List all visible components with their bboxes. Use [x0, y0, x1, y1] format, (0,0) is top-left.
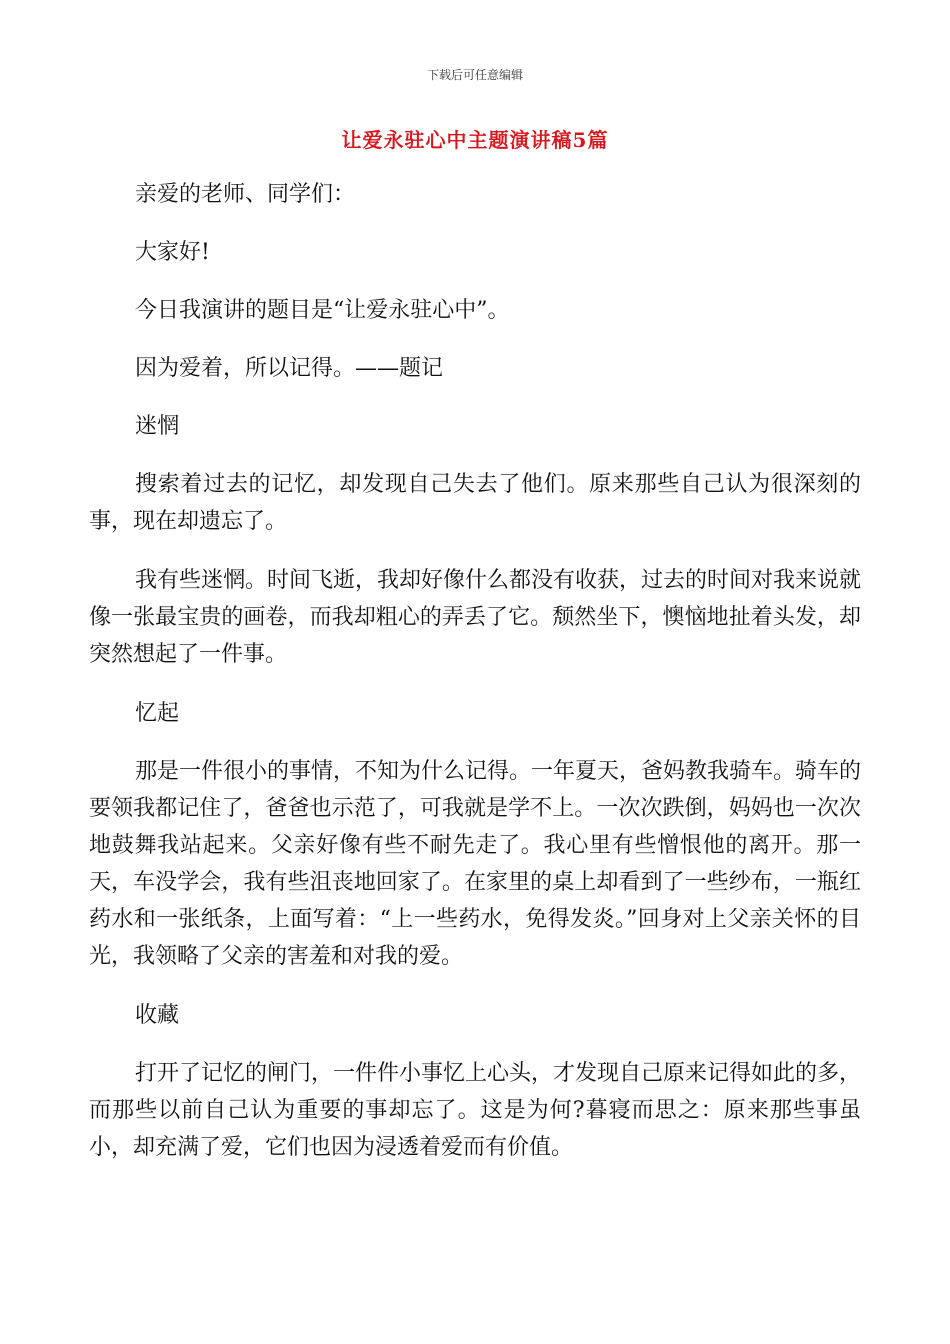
section-heading-treasure: 收藏	[135, 1003, 180, 1028]
header-note: 下载后可任意编辑	[426, 68, 523, 82]
greeting-paragraph: 亲爱的老师、同学们：	[135, 182, 356, 207]
hello-paragraph: 大家好!	[135, 240, 210, 265]
document-title: 让爱永驻心中主题演讲稿5篇	[341, 128, 609, 152]
document-body	[89, 176, 861, 1188]
body-paragraph: 搜索着过去的记忆，却发现自己失去了他们。原来那些自己认为很深刻的事，现在却遗忘了。	[89, 472, 861, 534]
epigraph-paragraph: 因为爱着，所以记得。——题记	[135, 356, 444, 381]
topic-paragraph: 今日我演讲的题目是“让爱永驻心中”。	[135, 298, 510, 323]
body-paragraph: 我有些迷惘。时间飞逝，我却好像什么都没有收获，过去的时间对我来说就像一张最宝贵的画卷，而我却粗心的弄丢了它。颓然坐下，懊恼地扯着头发，却突然想起了一件事。	[89, 568, 862, 667]
section-heading-recall: 忆起	[135, 701, 180, 726]
body-paragraph: 那是一件很小的事情，不知为什么记得。一年夏天，爸妈教我骑车。骑车的要领我都记住了，爸爸也示范了，可我就是学不上。一次次跌倒，妈妈也一次次地鼓舞我站起来。父亲好像有些不耐先走了。我心里有些憎恨他的离开。那一天，车没学会，我有些沮丧地回家了。在家里的桌上却看到了一些纱布，一瓶红药水和一张纸条，上面写着：“上一些药水，免得发炎。”回身对上父亲关怀的目光，我领略了父亲的害羞和对我的爱。	[89, 759, 862, 969]
body-paragraph: 打开了记忆的闸门，一件件小事忆上心头，才发现自己原来记得如此的多，而那些以前自己认为重要的事却忘了。这是为何?暮寝而思之：原来那些事虽小，却充满了爱，它们也因为浸透着爱而有价值。	[89, 1061, 862, 1160]
section-heading-confusion: 迷惘	[135, 414, 180, 439]
